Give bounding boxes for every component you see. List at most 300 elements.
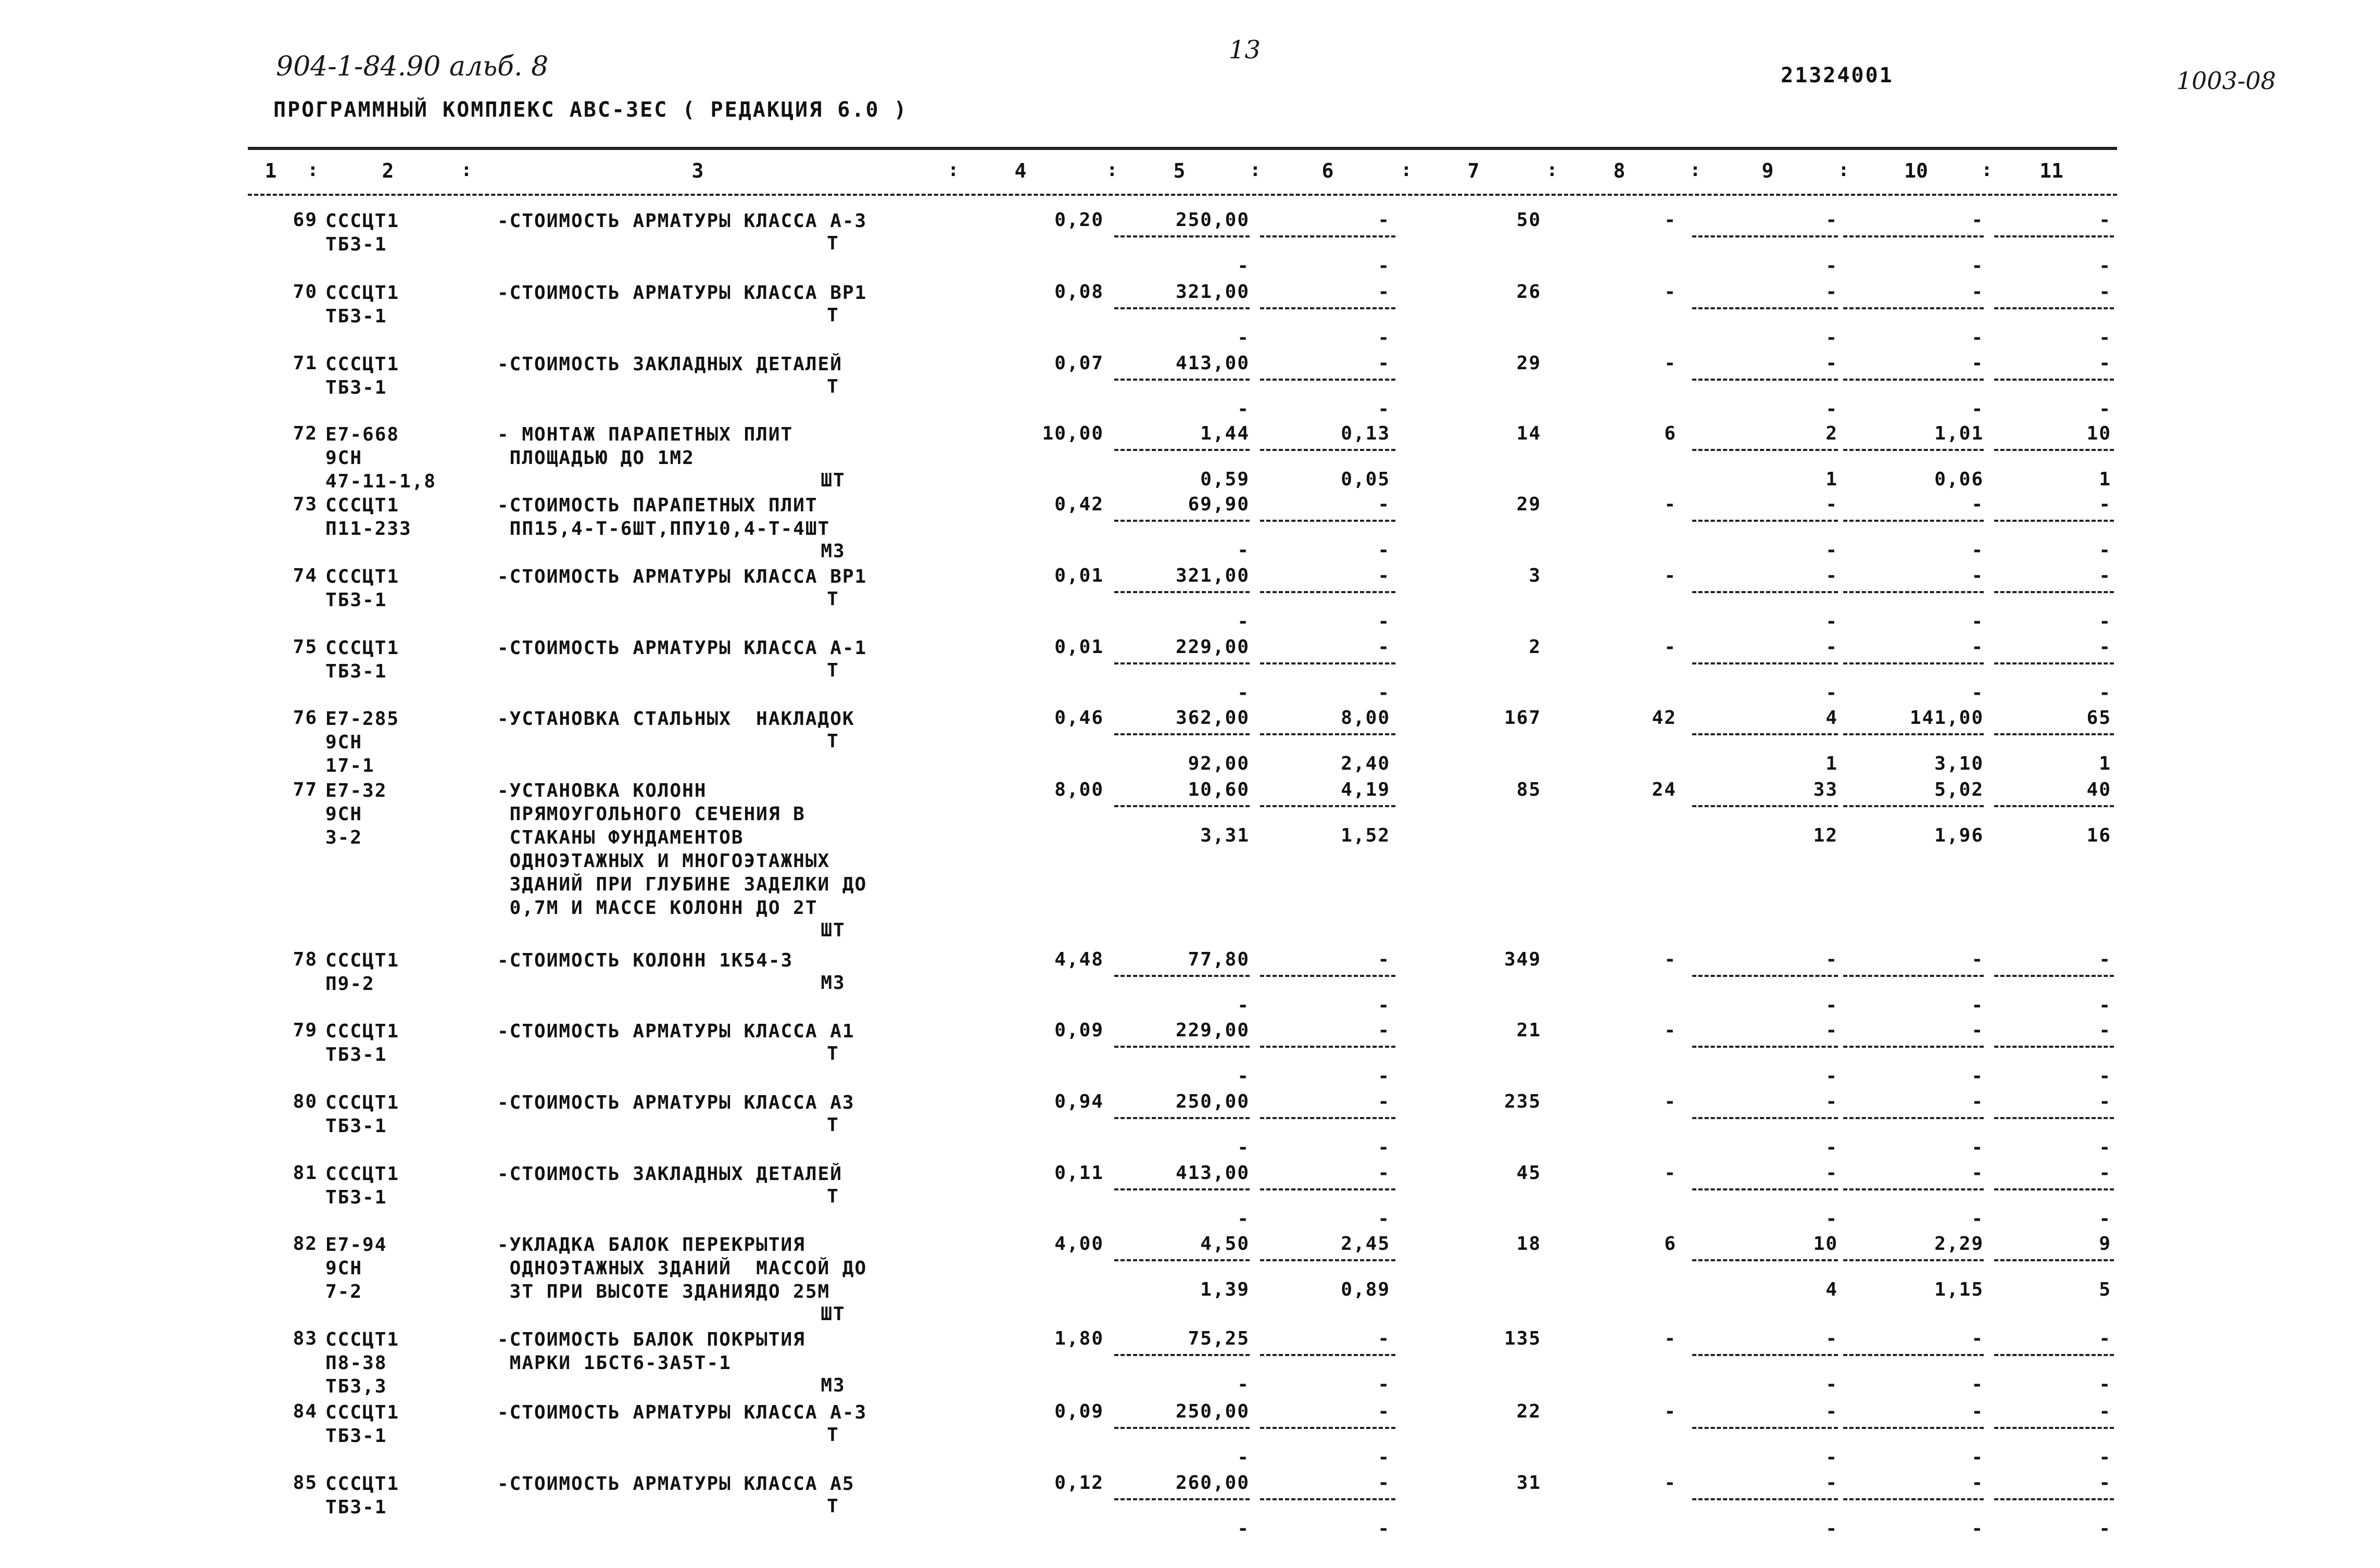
unit-wages: 1,39 [1200,1279,1250,1300]
unit-cost-total: 250,00 [1175,1401,1250,1422]
total-cost: 235 [1504,1091,1541,1112]
archive-number: 1003-08 [2176,67,2276,95]
pricing-code: СССЦТ1 ТБ3-1 [325,354,400,398]
column-header: 9 [1761,159,1774,182]
total-machinists-wages: 12 [1813,825,1838,846]
unit-wages: 0,59 [1200,469,1250,490]
labor-per-unit: - [1971,565,1984,586]
value-divider [1994,1498,2114,1500]
table-row [0,1020,2380,1087]
machinists-labor-per-unit: - [1971,540,1984,561]
total-machinists-wages: - [1825,255,1838,277]
unit-machinists-wages: - [1378,995,1390,1016]
total-machinists-wages: - [1825,1447,1838,1468]
unit-of-measure: Т [827,588,839,610]
column-header: 10 [1904,159,1928,182]
total-cost: 2 [1529,636,1541,658]
labor-total: 9 [2099,1233,2111,1255]
pricing-code: СССЦТ1 ТБ3-1 [325,1473,400,1518]
work-description: -СТОИМОСТЬ АРМАТУРЫ КЛАССА ВР1 [497,566,867,587]
total-wages: - [1664,209,1677,231]
work-description: - МОНТАЖ ПАРАПЕТНЫХ ПЛИТ ПЛОЩАДЬЮ ДО 1М2 [497,424,794,469]
machinists-labor-per-unit: - [1971,1065,1984,1087]
total-machinists-wages: 1 [1825,469,1838,490]
unit-wages: - [1237,611,1250,632]
value-divider [1843,1427,1984,1429]
value-divider [1843,591,1984,593]
total-machinists-wages: - [1825,1518,1838,1539]
column-separator: : [1690,159,1701,181]
total-wages: - [1664,1162,1677,1184]
value-divider [1994,662,2114,664]
value-divider [1114,1427,1250,1429]
unit-of-measure: Т [827,731,839,752]
value-divider [1843,307,1984,309]
labor-total: - [2099,565,2111,586]
pricing-code: СССЦТ1 ТБ3-1 [325,566,400,611]
value-divider [1260,1498,1395,1500]
value-divider [1260,235,1395,237]
unit-cost-total: 362,00 [1175,707,1250,729]
labor-total: 10 [2086,423,2111,444]
total-wages: - [1664,949,1677,970]
total-cost: 85 [1516,779,1541,800]
quantity: 4,48 [1054,949,1104,970]
unit-machinists-wages: - [1378,1137,1390,1158]
labor-total: - [2099,949,2111,970]
pricing-code: СССЦТ1 ТБ3-1 [325,637,400,682]
value-divider [1843,733,1984,735]
machinists-labor-total: - [2099,995,2111,1016]
machinists-labor-total: - [2099,398,2111,420]
table-row [0,1472,2380,1540]
value-divider [1260,307,1395,309]
unit-wages: - [1237,327,1250,348]
machinists-labor-per-unit: 1,15 [1934,1279,1984,1300]
labor-per-unit: - [1971,1472,1984,1494]
labor-per-unit: - [1971,949,1984,970]
unit-of-measure: Т [827,1186,839,1207]
value-divider [1994,975,2114,977]
quantity: 0,09 [1054,1020,1104,1041]
table-row [0,1162,2380,1230]
value-divider [1843,449,1984,451]
table-row [0,494,2380,561]
total-machinists-wages: - [1825,540,1838,561]
machinists-labor-per-unit: - [1971,398,1984,420]
machinists-labor-total: 16 [2086,825,2111,846]
unit-machinists-wages: 2,40 [1341,753,1390,774]
unit-cost-total: 250,00 [1175,1091,1250,1112]
unit-cost-machines: - [1378,1328,1390,1349]
program-title: ПРОГРАММНЫЙ КОМПЛЕКС АВС-3ЕС ( РЕДАКЦИЯ 6.0 ) [273,98,908,122]
value-divider [1843,1354,1984,1356]
table-row [0,209,2380,277]
row-number: 84 [293,1401,318,1422]
unit-cost-total: 413,00 [1175,353,1250,374]
unit-of-measure: Т [827,1424,839,1446]
value-divider [1692,1188,1838,1190]
value-divider [1260,1046,1395,1048]
unit-cost-machines: - [1378,636,1390,658]
total-wages: - [1664,565,1677,586]
machinists-labor-total: - [2099,327,2111,348]
total-machines: - [1825,636,1838,658]
value-divider [1260,662,1395,664]
value-divider [1692,379,1838,381]
value-divider [1114,235,1250,237]
total-machines: - [1825,281,1838,303]
total-cost: 50 [1516,209,1541,231]
labor-total: - [2099,494,2111,515]
work-description: -УСТАНОВКА СТАЛЬНЫХ НАКЛАДОК [497,708,855,730]
value-divider [1843,975,1984,977]
value-divider [1114,975,1250,977]
total-cost: 14 [1516,423,1541,444]
value-divider [1260,520,1395,522]
machinists-labor-per-unit: - [1971,1137,1984,1158]
total-machinists-wages: - [1825,682,1838,704]
unit-cost-machines: - [1378,1091,1390,1112]
unit-machinists-wages: - [1378,682,1390,704]
total-wages: - [1664,353,1677,374]
total-machines: - [1825,565,1838,586]
unit-of-measure: Т [827,1114,839,1136]
quantity: 8,00 [1054,779,1104,800]
pricing-code: СССЦТ1 ТБ3-1 [325,1092,400,1137]
value-divider [1994,1117,2114,1119]
machinists-labor-per-unit: - [1971,682,1984,704]
column-header: 7 [1467,159,1480,182]
unit-cost-machines: - [1378,281,1390,303]
value-divider [1843,520,1984,522]
row-number: 71 [293,353,318,374]
column-separator: : [307,159,319,181]
pricing-code: СССЦТ1 П11-233 [325,495,412,540]
unit-cost-total: 10,60 [1188,779,1250,800]
machinists-labor-total: - [2099,540,2111,561]
value-divider [1114,591,1250,593]
unit-wages: 3,31 [1200,825,1250,846]
total-wages: - [1664,1091,1677,1112]
labor-total: - [2099,1162,2111,1184]
total-cost: 45 [1516,1162,1541,1184]
value-divider [1994,1427,2114,1429]
value-divider [1260,591,1395,593]
quantity: 0,08 [1054,281,1104,303]
machinists-labor-total: - [2099,1518,2111,1539]
pricing-code: СССЦТ1 П8-38 ТБ3,3 [325,1329,400,1397]
value-divider [1114,1259,1250,1261]
value-divider [1260,733,1395,735]
unit-of-measure: М3 [821,541,846,562]
value-divider [1260,805,1395,807]
value-divider [1692,235,1838,237]
value-divider [1843,1046,1984,1048]
row-number: 70 [293,281,318,303]
unit-of-measure: ШТ [821,470,846,491]
machinists-labor-total: - [2099,255,2111,277]
value-divider [1994,1354,2114,1356]
unit-wages: - [1237,1447,1250,1468]
machinists-labor-per-unit: - [1971,611,1984,632]
value-divider [1260,1188,1395,1190]
machinists-labor-per-unit: - [1971,1374,1984,1395]
pricing-code: Е7-668 9СН 47-11-1,8 [325,424,437,492]
quantity: 0,94 [1054,1091,1104,1112]
row-number: 83 [293,1328,318,1349]
unit-machinists-wages: - [1378,1065,1390,1087]
machinists-labor-per-unit: - [1971,1518,1984,1539]
unit-of-measure: ШТ [821,920,846,941]
total-machinists-wages: - [1825,1137,1838,1158]
machinists-labor-per-unit: - [1971,255,1984,277]
row-number: 73 [293,494,318,515]
unit-cost-machines: 8,00 [1341,707,1390,729]
table-row [0,949,2380,1017]
labor-per-unit: - [1971,1020,1984,1041]
machinists-labor-total: - [2099,1137,2111,1158]
labor-per-unit: 2,29 [1934,1233,1984,1255]
machinists-labor-total: - [2099,1208,2111,1230]
labor-per-unit: 1,01 [1934,423,1984,444]
quantity: 0,01 [1054,565,1104,586]
value-divider [1692,1117,1838,1119]
value-divider [1994,520,2114,522]
total-cost: 29 [1516,353,1541,374]
value-divider [1114,449,1250,451]
total-machines: 4 [1825,707,1838,729]
pricing-code: СССЦТ1 ТБ3-1 [325,1021,400,1065]
total-machines: - [1825,1328,1838,1349]
column-header: 11 [2039,159,2063,182]
total-wages: - [1664,1401,1677,1422]
total-machines: - [1825,1020,1838,1041]
row-number: 81 [293,1162,318,1184]
document-code: 904-1-84.90 альб. 8 [276,51,549,82]
column-separator: : [1981,159,1993,181]
unit-machinists-wages: - [1378,1518,1390,1539]
value-divider [1260,449,1395,451]
page-number: 13 [1229,35,1261,65]
value-divider [1843,662,1984,664]
unit-wages: - [1237,1518,1250,1539]
work-description: -СТОИМОСТЬ АРМАТУРЫ КЛАССА А1 [497,1021,855,1042]
unit-of-measure: Т [827,376,839,397]
total-cost: 29 [1516,494,1541,515]
unit-cost-total: 250,00 [1175,209,1250,231]
machinists-labor-per-unit: - [1971,327,1984,348]
unit-cost-total: 260,00 [1175,1472,1250,1494]
value-divider [1994,1188,2114,1190]
unit-cost-machines: - [1378,1401,1390,1422]
unit-machinists-wages: - [1378,1374,1390,1395]
total-machinists-wages: - [1825,995,1838,1016]
quantity: 0,46 [1054,707,1104,729]
value-divider [1114,379,1250,381]
table-row [0,779,2380,941]
total-machines: - [1825,494,1838,515]
unit-of-measure: М3 [821,972,846,994]
total-machines: - [1825,1472,1838,1494]
labor-per-unit: - [1971,281,1984,303]
unit-cost-machines: - [1378,1162,1390,1184]
machinists-labor-per-unit: - [1971,1208,1984,1230]
value-divider [1114,520,1250,522]
unit-of-measure: Т [827,305,839,326]
column-separator: : [1838,159,1849,181]
value-divider [1692,307,1838,309]
total-cost: 21 [1516,1020,1541,1041]
pricing-code: СССЦТ1 ТБ3-1 [325,1402,400,1447]
unit-wages: - [1237,398,1250,420]
total-cost: 167 [1504,707,1541,729]
unit-cost-total: 229,00 [1175,1020,1250,1041]
unit-cost-machines: 4,19 [1341,779,1390,800]
row-number: 80 [293,1091,318,1112]
unit-cost-total: 321,00 [1175,565,1250,586]
value-divider [1692,449,1838,451]
total-cost: 349 [1504,949,1541,970]
work-description: -СТОИМОСТЬ ЗАКЛАДНЫХ ДЕТАЛЕЙ [497,354,842,375]
registration-number: 21324001 [1781,64,1894,87]
machinists-labor-total: 1 [2099,753,2111,774]
column-separator: : [1401,159,1412,181]
unit-cost-total: 229,00 [1175,636,1250,658]
value-divider [1692,1498,1838,1500]
unit-machinists-wages: - [1378,1208,1390,1230]
pricing-code: Е7-94 9СН 7-2 [325,1234,387,1302]
pricing-code: СССЦТ1 П9-2 [325,950,400,995]
total-machinists-wages: - [1825,1208,1838,1230]
quantity: 0,20 [1054,209,1104,231]
row-number: 69 [293,209,318,231]
unit-cost-machines: 2,45 [1341,1233,1390,1255]
total-machines: - [1825,209,1838,231]
unit-machinists-wages: - [1378,398,1390,420]
quantity: 0,42 [1054,494,1104,515]
value-divider [1994,1259,2114,1261]
value-divider [1994,733,2114,735]
column-header: 2 [382,159,394,182]
labor-per-unit: - [1971,1401,1984,1422]
quantity: 0,11 [1054,1162,1104,1184]
total-machinists-wages: - [1825,398,1838,420]
table-row [0,565,2380,633]
total-machinists-wages: - [1825,611,1838,632]
value-divider [1114,1354,1250,1356]
table-row [0,353,2380,420]
column-header: 1 [265,159,277,182]
labor-per-unit: - [1971,353,1984,374]
total-wages: - [1664,1328,1677,1349]
row-number: 72 [293,423,318,444]
unit-machinists-wages: 1,52 [1341,825,1390,846]
value-divider [1260,1117,1395,1119]
unit-of-measure: Т [827,660,839,681]
unit-machinists-wages: - [1378,1447,1390,1468]
table-row [0,707,2380,775]
table-row [0,281,2380,349]
unit-cost-total: 69,90 [1188,494,1250,515]
machinists-labor-per-unit: 0,06 [1934,469,1984,490]
unit-wages: 92,00 [1188,753,1250,774]
value-divider [1994,1046,2114,1048]
total-wages: 42 [1652,707,1677,729]
unit-machinists-wages: 0,05 [1341,469,1390,490]
unit-cost-total: 1,44 [1200,423,1250,444]
column-header: 6 [1321,159,1334,182]
labor-total: - [2099,353,2111,374]
labor-per-unit: 141,00 [1909,707,1984,729]
column-header: 5 [1173,159,1186,182]
table-row [0,636,2380,704]
labor-total: - [2099,1020,2111,1041]
column-separator: : [1106,159,1118,181]
work-description: -СТОИМОСТЬ АРМАТУРЫ КЛАССА А-1 [497,637,867,659]
machinists-labor-total: 5 [2099,1279,2111,1300]
unit-wages: - [1237,682,1250,704]
row-number: 82 [293,1233,318,1255]
pricing-code: Е7-32 9СН 3-2 [325,780,387,848]
work-description: -СТОИМОСТЬ АРМАТУРЫ КЛАССА А5 [497,1473,855,1495]
value-divider [1994,449,2114,451]
labor-total: - [2099,281,2111,303]
labor-per-unit: - [1971,1162,1984,1184]
unit-cost-total: 413,00 [1175,1162,1250,1184]
value-divider [1843,1259,1984,1261]
unit-cost-total: 4,50 [1200,1233,1250,1255]
machinists-labor-per-unit: - [1971,1447,1984,1468]
total-machines: - [1825,1401,1838,1422]
pricing-code: СССЦТ1 ТБ3-1 [325,1163,400,1208]
labor-total: - [2099,1401,2111,1422]
total-cost: 135 [1504,1328,1541,1349]
value-divider [1994,379,2114,381]
column-separator: : [461,159,472,181]
column-header: 4 [1014,159,1027,182]
row-number: 78 [293,949,318,970]
total-machines: 2 [1825,423,1838,444]
row-number: 85 [293,1472,318,1494]
machinists-labor-total: 1 [2099,469,2111,490]
total-wages: - [1664,494,1677,515]
value-divider [1692,520,1838,522]
total-wages: - [1664,281,1677,303]
machinists-labor-total: - [2099,1447,2111,1468]
value-divider [1843,1188,1984,1190]
total-machines: - [1825,1162,1838,1184]
total-wages: 6 [1664,423,1677,444]
unit-machinists-wages: 0,89 [1341,1279,1390,1300]
total-wages: - [1664,636,1677,658]
value-divider [1994,591,2114,593]
labor-per-unit: - [1971,1091,1984,1112]
value-divider [1260,1259,1395,1261]
row-number: 74 [293,565,318,586]
unit-wages: - [1237,1065,1250,1087]
value-divider [1843,805,1984,807]
labor-total: 65 [2086,707,2111,729]
unit-machinists-wages: - [1378,540,1390,561]
value-divider [1994,235,2114,237]
unit-cost-machines: - [1378,1020,1390,1041]
machinists-labor-total: - [2099,682,2111,704]
value-divider [1114,733,1250,735]
machinists-labor-total: - [2099,1374,2111,1395]
work-description: -СТОИМОСТЬ АРМАТУРЫ КЛАССА А-3 [497,1402,867,1423]
table-row [0,1401,2380,1469]
